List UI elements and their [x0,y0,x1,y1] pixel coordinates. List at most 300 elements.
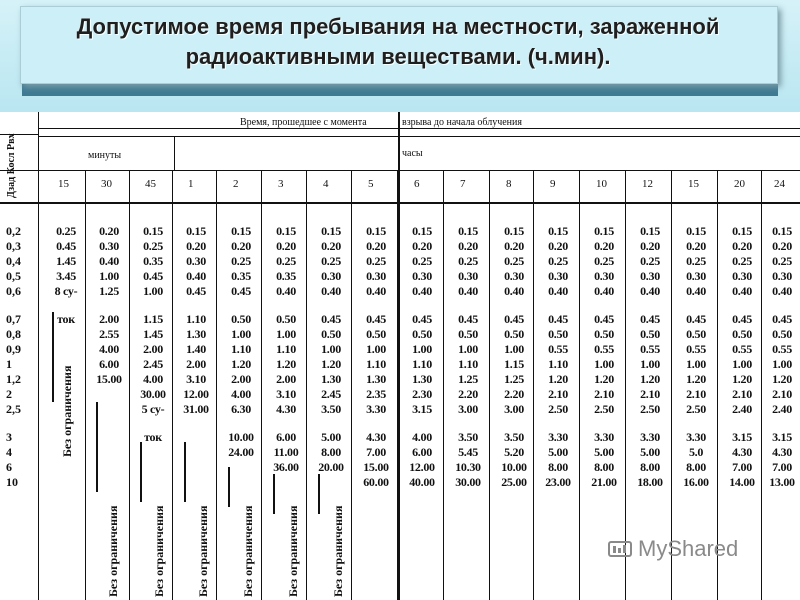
table-cell-24h: 1.20 [772,372,792,386]
row-label: 0,4 [6,254,21,268]
table-cell-9h: 1.20 [548,372,568,386]
table-cell-2h: 0.20 [231,239,251,253]
row-header-label: Дзад Косл Рвх [6,133,17,198]
table-cell-30min: 15.00 [96,372,122,386]
table-cell-3h: 0.40 [276,284,296,298]
table-cell-5h: 0.20 [366,239,386,253]
brace-4h [318,474,324,514]
table-cell-12h: 1.20 [640,372,660,386]
table-cell-5h: 1.10 [366,357,386,371]
table-cell-10h: 0.15 [594,224,614,238]
table-cell-1h: 1.30 [186,327,206,341]
table-cell-6h: 40.00 [409,475,435,489]
table-cell-24h: 4.30 [772,445,792,459]
column-header-3h: 3 [278,178,284,190]
table-cell-15min: 1.45 [56,254,76,268]
column-header-30min: 30 [101,178,112,190]
table-cell-9h: 5.00 [548,445,568,459]
column-header-4h: 4 [323,178,329,190]
table-cell-45min: 1.00 [143,284,163,298]
table-cell-30min: 1.00 [99,269,119,283]
no-limit-label-3h: Без ограничения [286,505,300,597]
table-cell-45min: ток [144,430,162,444]
table-cell-24h: 7.00 [772,460,792,474]
table-cell-45min: 2.00 [143,342,163,356]
table-cell-24h: 0.45 [772,312,792,326]
table-cell-4h: 0.15 [321,224,341,238]
table-cell-15h: 16.00 [683,475,709,489]
table-cell-20h: 0.20 [732,239,752,253]
column-header-1h: 1 [188,178,194,190]
table-cell-6h: 0.20 [412,239,432,253]
table-cell-30min: 0.30 [99,239,119,253]
table-cell-4h: 0.30 [321,269,341,283]
table-cell-2h: 0.15 [231,224,251,238]
column-header-5h: 5 [368,178,374,190]
table-cell-10h: 3.30 [594,430,614,444]
table-cell-45min: 30.00 [140,387,166,401]
table-cell-30min: 2.00 [99,312,119,326]
row-label: 4 [6,445,12,459]
table-cell-3h: 1.20 [276,357,296,371]
table-cell-20h: 0.40 [732,284,752,298]
table-cell-3h: 11.00 [273,445,299,459]
column-header-15min: 15 [58,178,69,190]
table-cell-24h: 0.30 [772,269,792,283]
table-cell-12h: 8.00 [640,460,660,474]
table-cell-3h: 0.15 [276,224,296,238]
table-cell-1h: 2.00 [186,357,206,371]
table-cell-10h: 0.20 [594,239,614,253]
table-cell-30min: 2.55 [99,327,119,341]
table-cell-15h: 0.55 [686,342,706,356]
table-cell-20h: 0.50 [732,327,752,341]
table-cell-5h: 0.30 [366,269,386,283]
table-cell-12h: 0.50 [640,327,660,341]
table-cell-10h: 21.00 [591,475,617,489]
table-cell-5h: 0.25 [366,254,386,268]
table-cell-15min: 0.45 [56,239,76,253]
table-cell-20h: 0.45 [732,312,752,326]
table-cell-6h: 4.00 [412,430,432,444]
table-cell-5h: 15.00 [363,460,389,474]
table-cell-7h: 3.00 [458,402,478,416]
table-cell-3h: 1.00 [276,327,296,341]
table-cell-7h: 1.00 [458,342,478,356]
table-cell-24h: 3.15 [772,430,792,444]
table-cell-3h: 3.10 [276,387,296,401]
table-cell-6h: 1.30 [412,372,432,386]
table-cell-6h: 0.25 [412,254,432,268]
table-cell-8h: 0.45 [504,312,524,326]
table-cell-8h: 1.25 [504,372,524,386]
table-cell-15h: 0.40 [686,284,706,298]
table-cell-4h: 1.00 [321,342,341,356]
table-cell-24h: 0.25 [772,254,792,268]
table-cell-7h: 3.50 [458,430,478,444]
table-cell-9h: 2.50 [548,402,568,416]
table-cell-1h: 0.45 [186,284,206,298]
table-cell-8h: 1.00 [504,342,524,356]
table-cell-45min: 4.00 [143,372,163,386]
table-cell-10h: 0.40 [594,284,614,298]
table-cell-5h: 1.30 [366,372,386,386]
table-cell-9h: 0.40 [548,284,568,298]
table-cell-15h: 0.25 [686,254,706,268]
table-cell-7h: 0.45 [458,312,478,326]
table-cell-4h: 20.00 [318,460,344,474]
table-cell-8h: 3.00 [504,402,524,416]
hours-top-line [398,170,800,171]
table-cell-30min: 6.00 [99,357,119,371]
table-cell-10h: 0.25 [594,254,614,268]
table-cell-6h: 0.45 [412,312,432,326]
table-cell-3h: 0.50 [276,312,296,326]
table-cell-15min: 3.45 [56,269,76,283]
table-cell-8h: 10.00 [501,460,527,474]
hours-label: часы [402,148,423,159]
row-label: 0,5 [6,269,21,283]
table-cell-12h: 0.45 [640,312,660,326]
table-cell-2h: 0.45 [231,284,251,298]
table-cell-20h: 0.25 [732,254,752,268]
row-label: 3 [6,430,12,444]
table-cell-9h: 0.55 [548,342,568,356]
column-header-6h: 6 [414,178,420,190]
column-header-10h: 10 [596,178,607,190]
table-cell-10h: 0.45 [594,312,614,326]
no-limit-label-2h: Без ограничения [241,505,255,597]
table-cell-4h: 0.20 [321,239,341,253]
group-header-2: взрыва до начала облучения [402,117,522,128]
table-cell-1h: 3.10 [186,372,206,386]
no-limit-label-15min: Без ограничения [60,365,74,457]
table-cell-10h: 0.55 [594,342,614,356]
table-cell-12h: 0.15 [640,224,660,238]
table-cell-7h: 0.20 [458,239,478,253]
table-cell-9h: 1.10 [548,357,568,371]
table-cell-6h: 12.00 [409,460,435,474]
table-cell-12h: 18.00 [637,475,663,489]
table-cell-9h: 0.25 [548,254,568,268]
row-label: 0,7 [6,312,21,326]
table-cell-10h: 8.00 [594,460,614,474]
table-cell-20h: 0.55 [732,342,752,356]
table-cell-5h: 7.00 [366,445,386,459]
table-cell-7h: 0.25 [458,254,478,268]
table-cell-6h: 0.40 [412,284,432,298]
no-limit-label-30min: Без ограничения [106,505,120,597]
table-cell-7h: 0.15 [458,224,478,238]
table-cell-4h: 1.20 [321,357,341,371]
table-cell-2h: 1.10 [231,342,251,356]
table-cell-6h: 0.15 [412,224,432,238]
table-cell-1h: 0.40 [186,269,206,283]
table-cell-4h: 8.00 [321,445,341,459]
brace-2h [228,467,234,507]
table-cell-4h: 3.50 [321,402,341,416]
table-cell-20h: 4.30 [732,445,752,459]
table-cell-5h: 0.50 [366,327,386,341]
table-cell-15h: 5.0 [688,445,704,459]
table-cell-20h: 14.00 [729,475,755,489]
table-cell-20h: 0.30 [732,269,752,283]
table-cell-2h: 2.00 [231,372,251,386]
table-cell-2h: 10.00 [228,430,254,444]
table-cell-5h: 1.00 [366,342,386,356]
table-cell-7h: 1.25 [458,372,478,386]
table-cell-12h: 0.55 [640,342,660,356]
table-cell-12h: 0.40 [640,284,660,298]
table-cell-8h: 1.15 [504,357,524,371]
table-cell-7h: 0.50 [458,327,478,341]
table-cell-15h: 0.50 [686,327,706,341]
column-header-7h: 7 [460,178,466,190]
table-cell-8h: 0.40 [504,284,524,298]
watermark [608,536,738,562]
table-cell-6h: 6.00 [412,445,432,459]
table-cell-12h: 5.00 [640,445,660,459]
row-label-divider [38,112,39,600]
table-cell-5h: 60.00 [363,475,389,489]
table-cell-1h: 1.10 [186,312,206,326]
minutes-divider [174,136,175,170]
table-cell-15h: 0.45 [686,312,706,326]
table-cell-1h: 0.15 [186,224,206,238]
table-cell-2h: 0.35 [231,269,251,283]
table-cell-45min: 0.15 [143,224,163,238]
table-cell-6h: 1.10 [412,357,432,371]
row-label: 0,8 [6,327,21,341]
table-cell-15min: ток [57,312,75,326]
no-limit-label-45min: Без ограничения [152,505,166,597]
table-cell-3h: 4.30 [276,402,296,416]
table-cell-2h: 1.20 [231,357,251,371]
row-label: 10 [6,475,18,489]
table-cell-30min: 0.20 [99,224,119,238]
table-cell-9h: 3.30 [548,430,568,444]
table-cell-15h: 8.00 [686,460,706,474]
row-label: 0,9 [6,342,21,356]
table-cell-5h: 0.40 [366,284,386,298]
column-header-2h: 2 [233,178,239,190]
table-cell-30min: 1.25 [99,284,119,298]
table-cell-9h: 0.20 [548,239,568,253]
table-cell-15h: 0.20 [686,239,706,253]
table-cell-2h: 24.00 [228,445,254,459]
no-limit-label-4h: Без ограничения [331,505,345,597]
table-cell-12h: 3.30 [640,430,660,444]
table-cell-8h: 0.50 [504,327,524,341]
table-cell-9h: 0.45 [548,312,568,326]
column-header-8h: 8 [506,178,512,190]
table-cell-1h: 12.00 [183,387,209,401]
table-cell-2h: 0.50 [231,312,251,326]
table-cell-12h: 2.50 [640,402,660,416]
table-cell-9h: 0.15 [548,224,568,238]
table-cell-6h: 0.50 [412,327,432,341]
table-cell-24h: 0.20 [772,239,792,253]
table-cell-7h: 2.20 [458,387,478,401]
table-cell-10h: 0.50 [594,327,614,341]
table-cell-45min: 2.45 [143,357,163,371]
column-header-20h: 20 [734,178,745,190]
title-shadow-bar [22,82,778,96]
table-cell-15h: 2.50 [686,402,706,416]
table-cell-2h: 4.00 [231,387,251,401]
table-cell-8h: 0.30 [504,269,524,283]
table-cell-15h: 0.15 [686,224,706,238]
table-cell-15h: 1.00 [686,357,706,371]
table-cell-3h: 0.25 [276,254,296,268]
page-title: Допустимое время пребывания на местности, зараженной радиоактивными веществами. (ч.мин). [76,14,720,69]
table-cell-9h: 23.00 [545,475,571,489]
table-cell-20h: 2.10 [732,387,752,401]
table-cell-7h: 0.30 [458,269,478,283]
table-cell-24h: 0.40 [772,284,792,298]
table-cell-3h: 36.00 [273,460,299,474]
table-cell-4h: 5.00 [321,430,341,444]
brace-45min [140,442,146,502]
table-cell-15min: 0.25 [56,224,76,238]
table-cell-15min: 8 су- [54,284,78,298]
scanned-table [0,112,800,600]
table-cell-5h: 0.45 [366,312,386,326]
group-header-1: Время, прошедшее с момента [240,117,367,128]
table-cell-15h: 3.30 [686,430,706,444]
table-cell-45min: 5 су- [141,402,165,416]
row-label: 6 [6,460,12,474]
table-cell-4h: 0.45 [321,312,341,326]
brace-1h [184,442,190,502]
header-bottom-line [0,202,800,204]
column-header-12h: 12 [642,178,653,190]
table-cell-24h: 0.50 [772,327,792,341]
table-cell-12h: 0.20 [640,239,660,253]
table-cell-3h: 6.00 [276,430,296,444]
table-cell-15h: 1.20 [686,372,706,386]
column-header-24h: 24 [774,178,785,190]
table-cell-5h: 3.30 [366,402,386,416]
table-cell-24h: 13.00 [769,475,795,489]
table-cell-1h: 31.00 [183,402,209,416]
row-label: 1,2 [6,372,21,386]
table-cell-15h: 2.10 [686,387,706,401]
table-cell-12h: 1.00 [640,357,660,371]
table-cell-4h: 1.30 [321,372,341,386]
brace-15min [52,312,58,402]
table-cell-12h: 0.30 [640,269,660,283]
table-cell-24h: 0.55 [772,342,792,356]
table-cell-8h: 0.20 [504,239,524,253]
minutes-label: минуты [88,150,122,161]
table-cell-6h: 0.30 [412,269,432,283]
column-header-15h: 15 [688,178,699,190]
header-top-line [38,128,800,129]
table-cell-7h: 1.10 [458,357,478,371]
table-cell-4h: 0.40 [321,284,341,298]
table-cell-12h: 2.10 [640,387,660,401]
row-label: 2 [6,387,12,401]
table-cell-10h: 0.30 [594,269,614,283]
table-cell-4h: 0.50 [321,327,341,341]
table-cell-5h: 2.35 [366,387,386,401]
table-cell-8h: 25.00 [501,475,527,489]
brace-30min [96,402,102,492]
table-cell-20h: 3.15 [732,430,752,444]
table-cell-3h: 0.35 [276,269,296,283]
table-cell-1h: 0.20 [186,239,206,253]
table-cell-6h: 2.30 [412,387,432,401]
table-cell-3h: 0.20 [276,239,296,253]
table-cell-30min: 4.00 [99,342,119,356]
table-cell-9h: 0.50 [548,327,568,341]
table-cell-8h: 3.50 [504,430,524,444]
table-cell-3h: 1.10 [276,342,296,356]
table-cell-45min: 0.35 [143,254,163,268]
table-cell-6h: 3.15 [412,402,432,416]
table-cell-10h: 2.10 [594,387,614,401]
table-cell-24h: 2.10 [772,387,792,401]
table-cell-1h: 1.40 [186,342,206,356]
no-limit-label-1h: Без ограничения [196,505,210,597]
table-cell-30min: 0.40 [99,254,119,268]
table-cell-8h: 2.20 [504,387,524,401]
table-cell-10h: 1.20 [594,372,614,386]
table-cell-45min: 1.45 [143,327,163,341]
table-cell-24h: 1.00 [772,357,792,371]
table-cell-20h: 7.00 [732,460,752,474]
table-cell-45min: 0.25 [143,239,163,253]
table-cell-24h: 2.40 [772,402,792,416]
table-cell-45min: 1.15 [143,312,163,326]
table-cell-7h: 10.30 [455,460,481,474]
table-cell-2h: 0.25 [231,254,251,268]
table-cell-5h: 4.30 [366,430,386,444]
row-label: 2,5 [6,402,21,416]
brace-3h [273,474,279,514]
column-header-9h: 9 [550,178,556,190]
table-cell-2h: 1.00 [231,327,251,341]
table-cell-20h: 0.15 [732,224,752,238]
table-cell-45min: 0.45 [143,269,163,283]
table-cell-8h: 0.15 [504,224,524,238]
table-cell-6h: 1.00 [412,342,432,356]
table-cell-4h: 2.45 [321,387,341,401]
table-cell-10h: 5.00 [594,445,614,459]
myshared-logo-icon [608,538,632,560]
table-cell-20h: 1.00 [732,357,752,371]
table-cell-10h: 2.50 [594,402,614,416]
table-cell-20h: 2.40 [732,402,752,416]
table-cell-8h: 5.20 [504,445,524,459]
table-cell-8h: 0.25 [504,254,524,268]
table-cell-7h: 0.40 [458,284,478,298]
table-cell-9h: 2.10 [548,387,568,401]
row-label: 0,3 [6,239,21,253]
table-cell-12h: 0.25 [640,254,660,268]
watermark-text: MyShared [638,536,739,561]
table-cell-1h: 0.30 [186,254,206,268]
row-label: 0,6 [6,284,21,298]
table-cell-9h: 8.00 [548,460,568,474]
table-cell-24h: 0.15 [772,224,792,238]
table-cell-5h: 0.15 [366,224,386,238]
row-label: 0,2 [6,224,21,238]
table-cell-10h: 1.00 [594,357,614,371]
table-cell-9h: 0.30 [548,269,568,283]
table-cell-7h: 5.45 [458,445,478,459]
